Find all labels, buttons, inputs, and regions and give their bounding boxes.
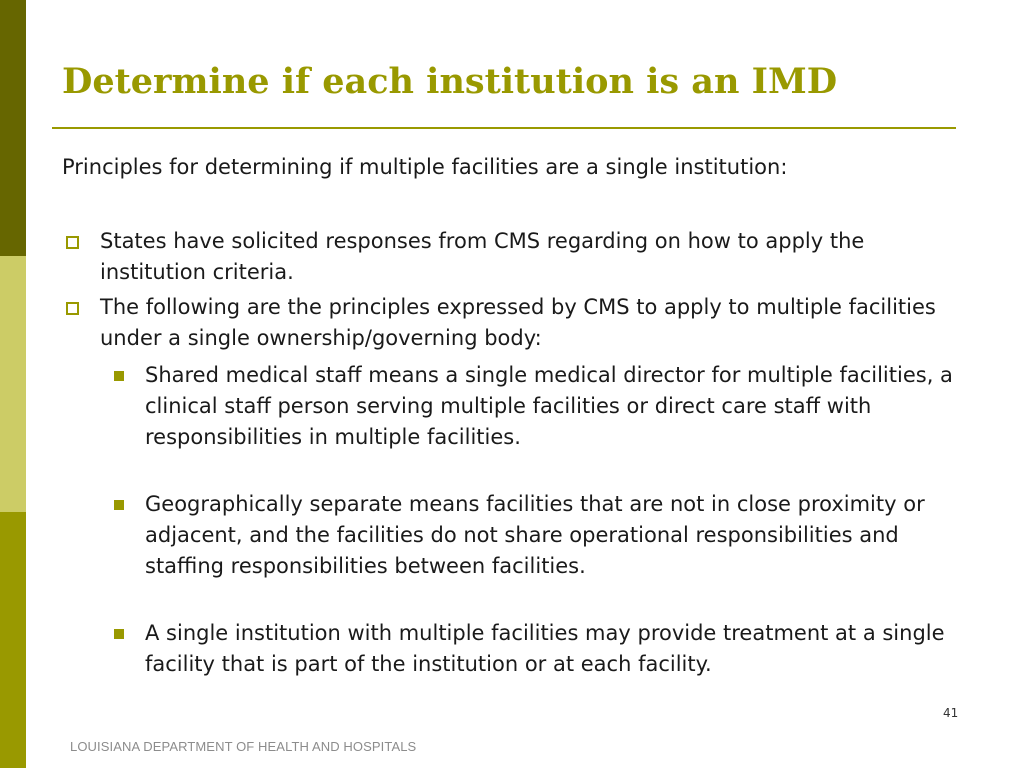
page-number: 41 [943, 706, 959, 720]
title-divider [52, 127, 956, 129]
intro-text: Principles for determining if multiple facilities are a single institution: [62, 155, 788, 179]
list-item [100, 226, 950, 288]
sub-list-item-text: Shared medical staff means a single medical director for multiple facilities, a clinical staff person serving multiple facilities or direct care staff with responsibilities in multiple facilities. [145, 363, 953, 449]
sub-list-item [145, 489, 965, 582]
list-item-text: The following are the principles expressed by CMS to apply to multiple facilities under a single ownership/governing body: [100, 295, 936, 350]
filled-square-bullet-icon [114, 371, 124, 381]
sub-list-item-text: Geographically separate means facilities that are not in close proximity or adjacent, and the facilities do not share operational responsibilities and staffing responsibilities between facilities. [145, 492, 925, 578]
hollow-square-bullet-icon [66, 302, 79, 315]
sidebar-band-bottom [0, 512, 26, 768]
sidebar-band-top [0, 0, 26, 256]
sub-list-item [145, 360, 965, 453]
footer-text: LOUISIANA DEPARTMENT OF HEALTH AND HOSPITALS [70, 739, 417, 754]
sub-list-item-text: A single institution with multiple facilities may provide treatment at a single facility that is part of the institution or at each facility. [145, 621, 945, 676]
list-item [100, 292, 950, 354]
list-item-text: States have solicited responses from CMS regarding on how to apply the institution criteria. [100, 229, 865, 284]
filled-square-bullet-icon [114, 500, 124, 510]
sub-list-item [145, 618, 965, 680]
hollow-square-bullet-icon [66, 236, 79, 249]
slide-title: Determine if each institution is an IMD [62, 61, 838, 102]
filled-square-bullet-icon [114, 629, 124, 639]
sidebar-band-middle [0, 256, 26, 512]
